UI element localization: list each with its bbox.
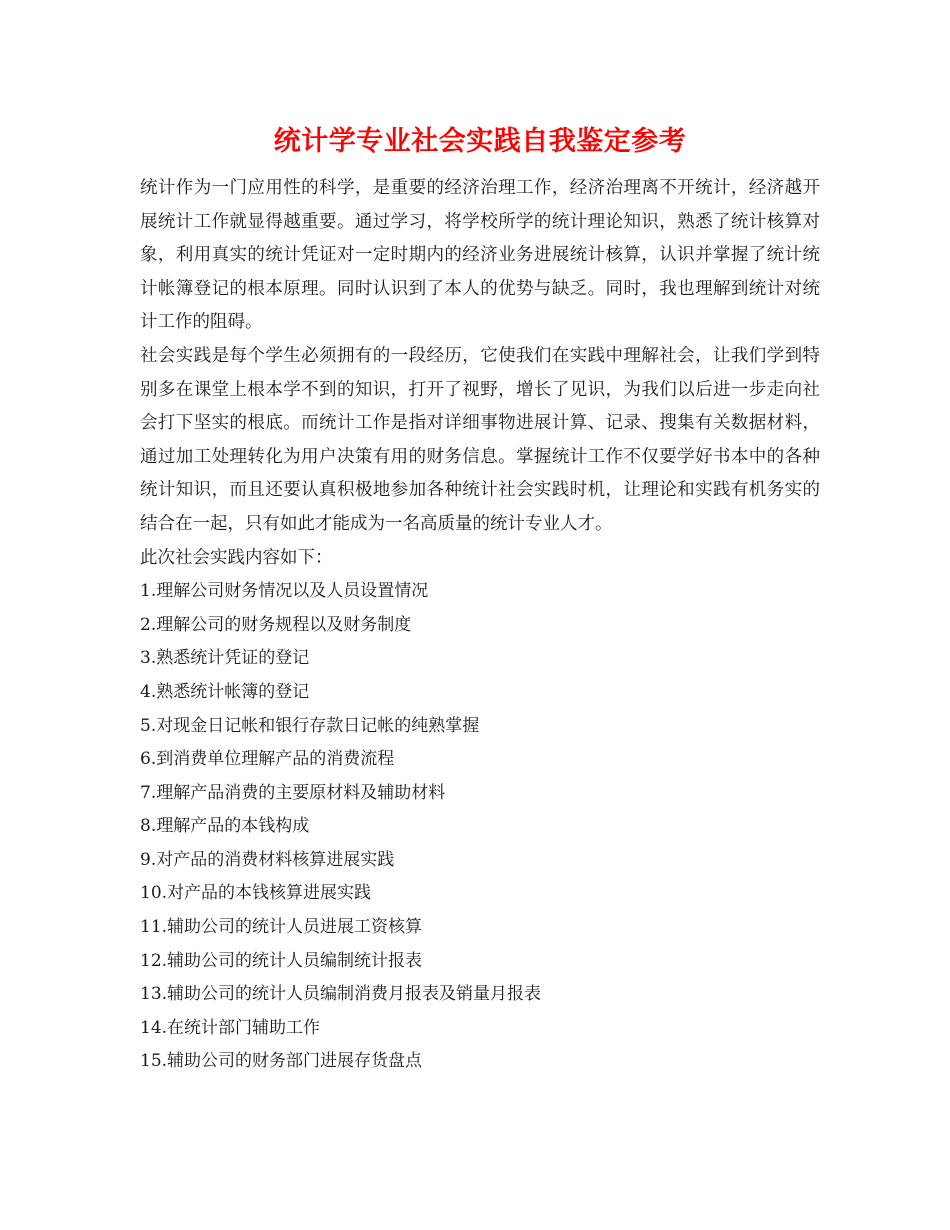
paragraph-list-intro: 此次社会实践内容如下：	[140, 547, 333, 568]
list-item: 12.辅助公司的统计人员编制统计报表	[140, 950, 423, 971]
paragraph-practice: 社会实践是每个学生必须拥有的一段经历，它使我们在实践中理解社会，让我们学到特别多在课堂上根本学不到的知识，打开了视野，增长了见识，为我们以后进一步走向社会打下坚实的根底。而统计工作是指对详细事物进展计算、记录、搜集有关数据材料，通过加工处理转化为用户决策有用的财务信息。掌握统计工作不仅要学好书本中的各种统计知识，而且还要认真积极地参加各种统计社会实践时机，让理论和实践有机务实的结合在一起，只有如此才能成为一名高质量的统计专业人才。	[140, 345, 820, 534]
list-item: 13.辅助公司的统计人员编制消费月报表及销量月报表	[140, 984, 542, 1005]
list-item: 14.在统计部门辅助工作	[140, 1017, 321, 1038]
list-item: 4.熟悉统计帐簿的登记	[140, 681, 310, 702]
list-item: 1.理解公司财务情况以及人员设置情况	[140, 581, 429, 602]
document-page	[140, 118, 820, 1079]
list-item: 9.对产品的消费材料核算进展实践	[140, 849, 395, 870]
list-item: 11.辅助公司的统计人员进展工资核算	[140, 917, 423, 938]
list-item: 3.熟悉统计凭证的登记	[140, 648, 310, 669]
practice-content-list	[140, 575, 820, 1079]
list-item: 5.对现金日记帐和银行存款日记帐的纯熟掌握	[140, 715, 480, 736]
list-item: 15.辅助公司的财务部门进展存货盘点	[140, 1051, 423, 1072]
list-item: 6.到消费单位理解产品的消费流程	[140, 749, 395, 770]
paragraph-intro: 统计作为一门应用性的科学，是重要的经济治理工作，经济治理离不开统计，经济越开展统计工作就显得越重要。通过学习，将学校所学的统计理论知识，熟悉了统计核算对象，利用真实的统计凭证对一定时期内的经济业务进展统计核算，认识并掌握了统计统计帐簿登记的根本原理。同时认识到了本人的优势与缺乏。同时，我也理解到统计对统计工作的阻碍。	[140, 178, 820, 333]
document-title: 统计学专业社会实践自我鉴定参考	[273, 126, 687, 157]
list-item: 2.理解公司的财务规程以及财务制度	[140, 614, 412, 635]
list-item: 7.理解产品消费的主要原材料及辅助材料	[140, 782, 446, 803]
list-item: 8.理解产品的本钱构成	[140, 816, 310, 837]
list-item: 10.对产品的本钱核算进展实践	[140, 883, 372, 904]
